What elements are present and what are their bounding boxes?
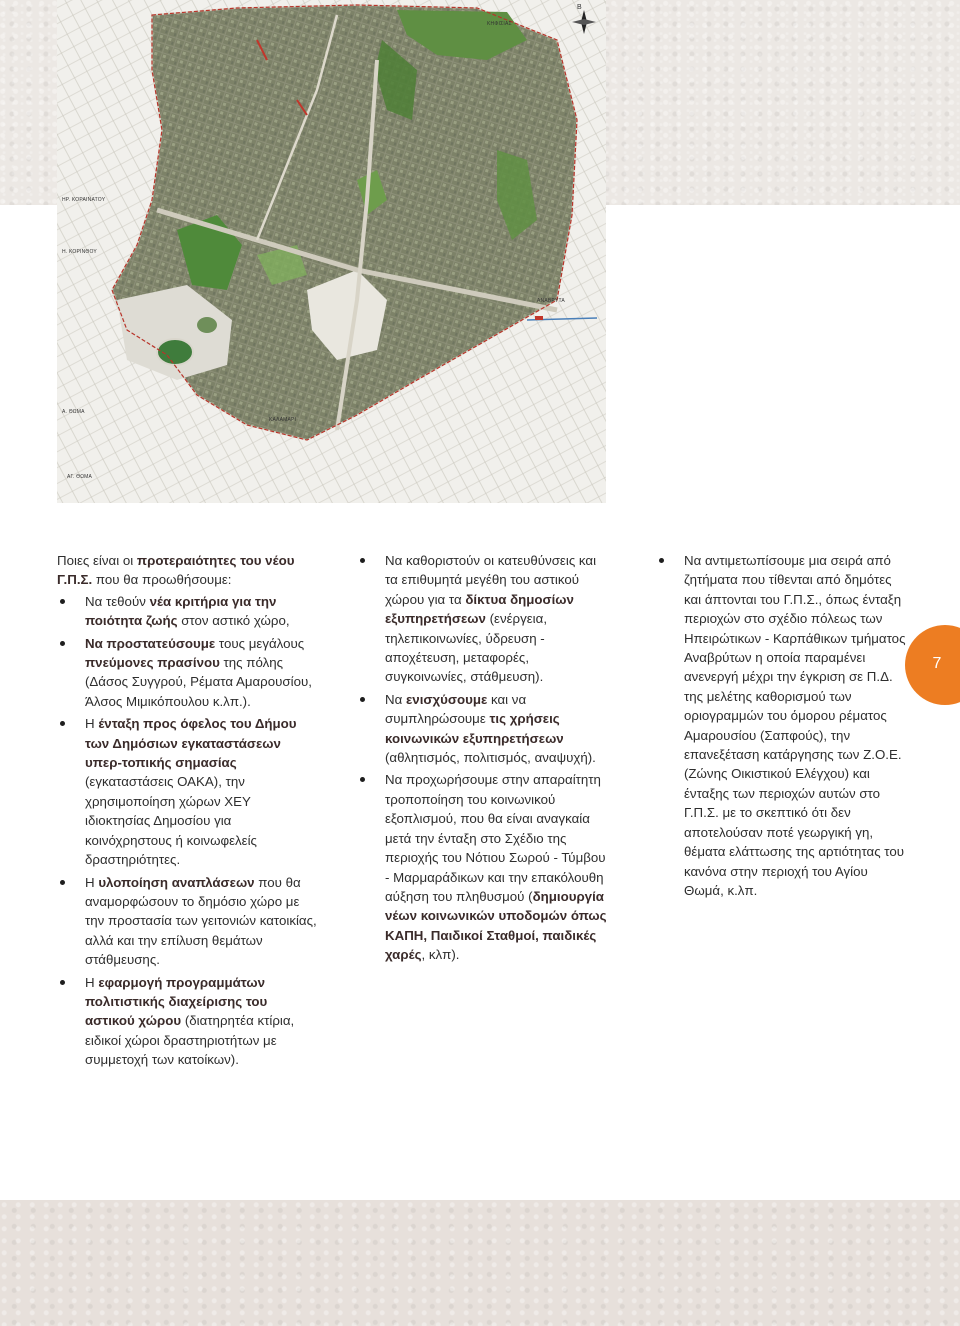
list-item: Η ένταξη προς όφελος του Δήμου των Δημόσιων εγκαταστάσεων υπερ-τοπικής σημασίας (εγκαταστάσεις ΟΑΚΑ), την χρησιμοποίηση χώρων ΧΕΥ ιδιοκτησίας Δημοσίου για κοινόχρηστους ή κοινωφελείς δραστηριότητες. <box>57 714 319 869</box>
list-item: Να προστατεύσουμε τους μεγάλους πνεύμονες πρασίνου της πόλης (Δάσος Συγγρού, Ρέματα Αμαρουσίου, Άλσος Μιμικόπουλου κ.λπ.). <box>57 634 319 712</box>
paper-texture-bottom <box>0 1200 960 1326</box>
intro-paragraph <box>57 551 319 590</box>
page-number: 7 <box>932 655 942 672</box>
priorities-list <box>656 551 906 900</box>
map-label: ΚΗΦΙΣΙΑΣ <box>487 21 512 27</box>
text-column-1 <box>57 551 319 1070</box>
compass-north-label: Β <box>577 4 582 11</box>
text-column-2 <box>357 551 607 965</box>
list-item: Η εφαρμογή προγραμμάτων πολιτιστικής διαχείρισης του αστικού χώρου (διατηρητέα κτίρια, ειδικοί χώροι δραστηριοτήτων με συμμετοχή των κατοίκων). <box>57 973 319 1070</box>
list-item: Να τεθούν νέα κριτήρια για την ποιότητα ζωής στον αστικό χώρο, <box>57 592 319 631</box>
list-item: Να προχωρήσουμε στην απαραίτητη τροποποίηση του κοινωνικού εξοπλισμού, που θα είναι αναγκαία μετά την ένταξη στο Σχέδιο της περιοχής του Νότιου Σωρού - Τύμβου - Μαρμαράδικων και την επακόλουθη αύξηση του πληθυσμού (δημιουργία νέων κοινωνικών υποδομών όπως ΚΑΠΗ, Παιδικοί Σταθμοί, παιδικές χαρές, κλπ). <box>357 770 607 964</box>
text-column-3 <box>656 551 906 900</box>
list-item: Να ενισχύσουμε και να συμπληρώσουμε τις χρήσεις κοινωνικών εξυπηρετήσεων (αθλητισμός, πολιτισμός, αναψυχή). <box>357 690 607 768</box>
map-label: Η. ΚΟΡΙΝΘΟΥ <box>62 249 97 255</box>
priorities-list <box>57 592 319 1070</box>
map-label: ΑΓ. ΘΩΜΑ <box>67 474 93 480</box>
list-item: Να καθοριστούν οι κατευθύνσεις και τα επιθυμητά μεγέθη του αστικού χώρου για τα δίκτυα δημοσίων εξυπηρετήσεων (ενέργεια, τηλεπικοινωνίες, ύδρευση - αποχέτευση, μεταφορές, συγκοινωνίες, στάθμευση). <box>357 551 607 687</box>
priorities-list <box>357 551 607 965</box>
urban-plan-map <box>57 0 606 503</box>
map-label: ΚΑΛΑΜΑΡΙ <box>269 417 297 423</box>
map-graphic <box>57 0 606 503</box>
map-label: ΑΝΑΒΡΥΤΑ <box>537 298 565 304</box>
map-label: Α. ΘΩΜΑ <box>62 409 85 415</box>
intro-text-end: που θα προωθήσουμε: <box>92 572 232 588</box>
map-label: ΗΡ. ΚΟΡΑΙΝΑΤΟΥ <box>62 197 106 203</box>
list-item: Η υλοποίηση αναπλάσεων που θα αναμορφώσουν το δημόσιο χώρο με την προστασία των γειτονιών κατοικίας, αλλά και την επίλυση θεμάτων στάθμευσης. <box>57 873 319 970</box>
list-item: Να αντιμετωπίσουμε μια σειρά από ζητήματα που τίθενται από δημότες και άπτονται του Γ.Π.Σ., όπως ένταξη περιοχών στο σχέδιο πόλεως των Ηπειρώτικων - Καρπάθικων τμήματος Αναβρύτων η οποία παραμένει ανενεργή μέχρι την έγκριση σε Π.Δ. της μελέτης καθορισμού των οριογραμμών του όμορου ρέματος Αμαρουσίου (Σαπφούς), την επανεξέταση κατάργησης των Ζ.Ο.Ε. (Ζώνης Οικιστικού Ελέγχου) και ένταξης των περιοχών αυτών στο Γ.Π.Σ. με το σκεπτικό ότι δεν αποτελούσαν ποτέ γεωργική γη, θέματα ελάττωσης της αρτιότητας του κανόνα στην περιοχή του Αγίου Θωμά, κ.λπ. <box>656 551 906 900</box>
intro-text: Ποιες είναι οι <box>57 553 137 568</box>
intro-bold: προτεραιότητες του νέου Γ.Π.Σ. <box>57 553 295 588</box>
